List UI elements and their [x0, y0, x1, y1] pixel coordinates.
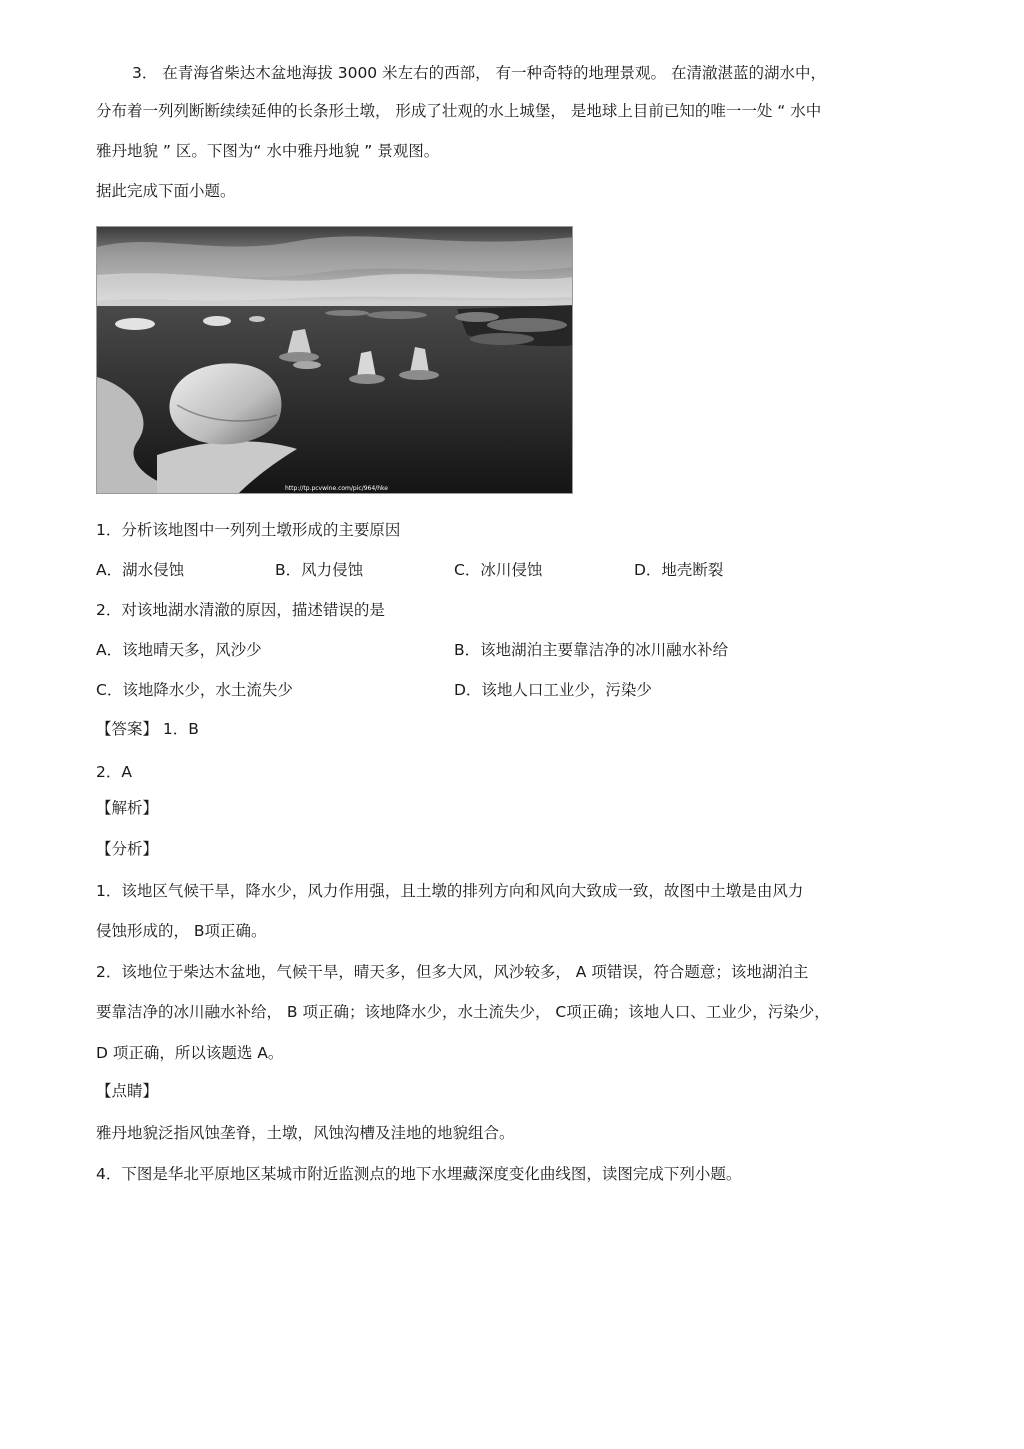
analysis2-line2: 要靠洁净的冰川融水补给， B 项正确；该地降水少，水土流失少， C项正确；该地人口、工业少，污染少， — [96, 1003, 830, 1021]
answer-line2: 2．A — [96, 763, 132, 781]
q3-intro-line1: 3． 在青海省柴达木盆地海拔 3000 米左右的西部， 有一种奇特的地理景观。 在清澈湛蓝的湖水中， — [132, 64, 826, 82]
sub2-stem: 2．对该地湖水清澈的原因，描述错误的是 — [96, 601, 385, 619]
dianjing-text: 雅丹地貌泛指风蚀垄脊，土墩，风蚀沟槽及洼地的地貌组合。 — [96, 1124, 515, 1142]
sub2-option-b: B．该地湖泊主要靠洁净的冰川融水补给 — [454, 641, 729, 659]
yardang-landscape-photo — [96, 226, 573, 494]
photo-watermark: http://tp.pcvwine.com/pic/964/hke — [285, 485, 388, 492]
sub1-option-b: B．风力侵蚀 — [275, 561, 364, 579]
analysis2-line3: D 项正确，所以该题选 A。 — [96, 1044, 284, 1062]
sub2-option-d: D．该地人口工业少，污染少 — [454, 681, 652, 699]
q4-intro: 4．下图是华北平原地区某城市附近监测点的地下水埋藏深度变化曲线图，读图完成下列小题。 — [96, 1165, 742, 1183]
sub2-option-c: C．该地降水少，水土流失少 — [96, 681, 293, 699]
sub1-option-a: A．湖水侵蚀 — [96, 561, 185, 579]
sub1-option-d: D．地壳断裂 — [634, 561, 724, 579]
answer-line1: 【答案】 1．B — [96, 720, 199, 738]
sub1-option-c: C．冰川侵蚀 — [454, 561, 543, 579]
analysis1-line1: 1．该地区气候干旱，降水少，风力作用强，且土墩的排列方向和风向大致成一致，故图中土墩是由风力 — [96, 882, 804, 900]
sub1-stem: 1．分析该地图中一列列土墩形成的主要原因 — [96, 521, 401, 539]
q3-instruction: 据此完成下面小题。 — [96, 182, 236, 200]
q3-intro-line3: 雅丹地貌 ” 区。下图为“ 水中雅丹地貌 ” 景观图。 — [96, 142, 440, 160]
dianjing-heading: 【点睛】 — [96, 1082, 159, 1100]
analysis1-line2: 侵蚀形成的， B项正确。 — [96, 922, 267, 940]
sub2-option-a: A．该地晴天多，风沙少 — [96, 641, 262, 659]
fenxi-heading: 【分析】 — [96, 840, 159, 858]
jiexi-heading: 【解析】 — [96, 799, 159, 817]
analysis2-line1: 2．该地位于柴达木盆地，气候干旱，晴天多，但多大风，风沙较多， A 项错误，符合题意；该地湖泊主 — [96, 963, 809, 981]
q3-intro-line2: 分布着一列列断断续续延伸的长条形土墩， 形成了壮观的水上城堡， 是地球上目前已知的唯一一处 “ 水中 — [96, 102, 822, 120]
